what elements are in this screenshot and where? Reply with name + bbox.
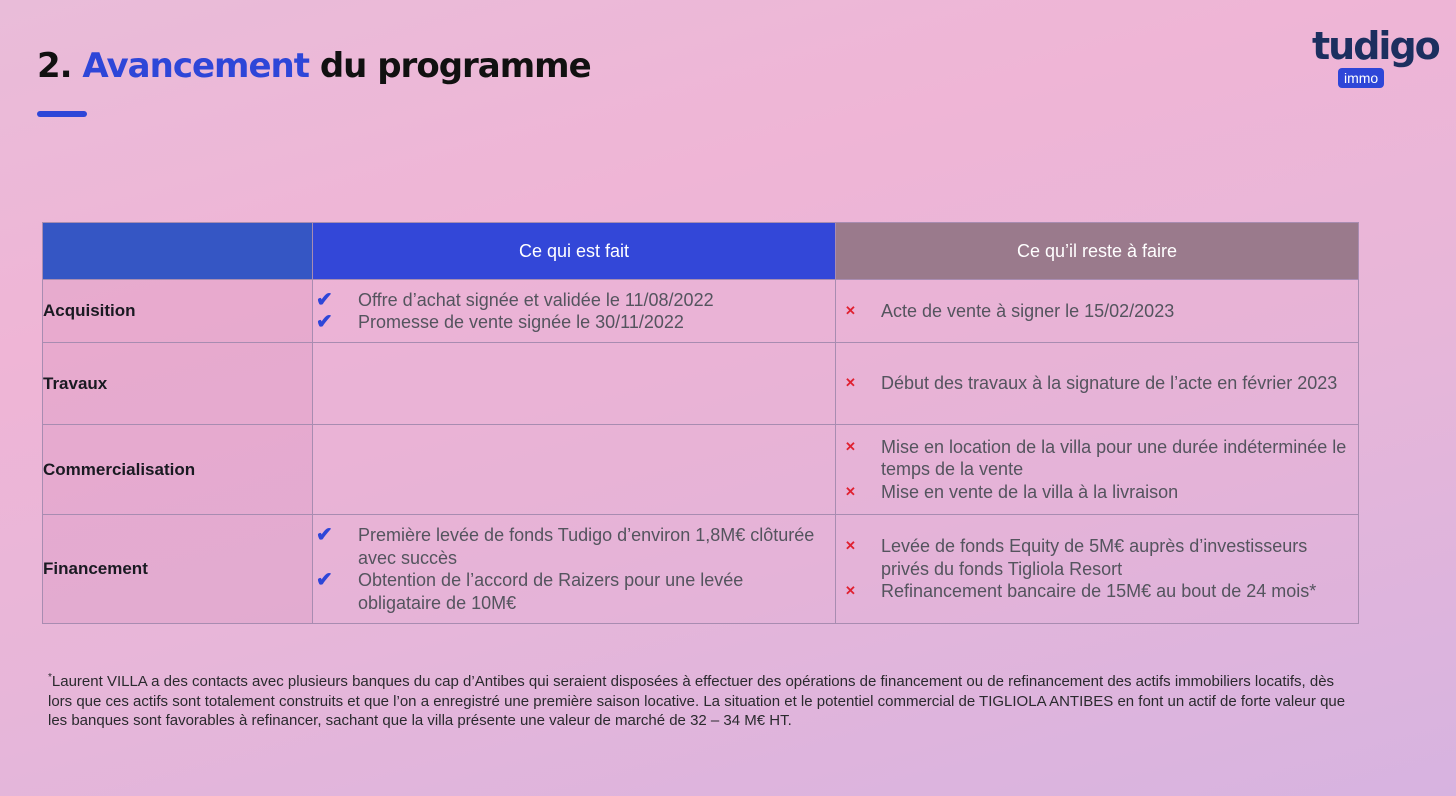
done-item-text: Promesse de vente signée le 30/11/2022 [358, 312, 684, 332]
table-header-row [43, 223, 1359, 280]
header-todo: Ce qu’il reste à faire [836, 223, 1359, 280]
tudigo-logo [1312, 24, 1437, 92]
done-item [313, 289, 835, 312]
check-icon: ✔ [316, 288, 333, 311]
done-item [313, 311, 835, 334]
check-icon: ✔ [316, 569, 333, 591]
todo-item-text: Mise en location de la villa pour une durée indéterminée le temps de la vente [881, 436, 1347, 480]
cross-icon: ✕ [845, 538, 856, 554]
logo-word: tudigo [1312, 24, 1439, 68]
row-label: Financement [43, 515, 313, 624]
todo-item [836, 300, 1358, 323]
footnote-text: Laurent VILLA a des contacts avec plusieurs banques du cap d’Antibes qui seraient disposées à effectuer des opérations de financement ou de refinancement des actifs immobiliers locatifs, dès lors que ces actifs sont totalement construits et que l’on a enregistré une première saison locative. La situation et le potentiel commercial de TIGLIOLA ANTIBES en font un actif de forte valeur que les banques sont favorables à refinancer, sachant que la villa présente une valeur de marché de 32 – 34 M€ HT. [48, 673, 1346, 729]
title-rest: du programme [319, 46, 591, 86]
progress-table [42, 222, 1359, 624]
cross-icon: ✕ [845, 302, 856, 318]
todo-cell [836, 343, 1359, 425]
cross-icon: ✕ [845, 438, 856, 454]
table-row [43, 280, 1359, 343]
todo-item [836, 481, 1358, 504]
cross-icon: ✕ [845, 483, 856, 499]
table-row [43, 425, 1359, 515]
row-label: Acquisition [43, 280, 313, 343]
done-item [313, 524, 835, 569]
title-number: 2. [37, 46, 72, 86]
todo-item-text: Mise en vente de la villa à la livraison [881, 481, 1179, 502]
title-underline [37, 111, 87, 117]
table-row [43, 343, 1359, 425]
title-accent: Avancement [82, 46, 309, 86]
done-item-text: Première levée de fonds Tudigo d’environ 1,8M€ clôturée avec succès [358, 525, 815, 568]
todo-item-text: Acte de vente à signer le 15/02/2023 [881, 300, 1175, 321]
todo-item [836, 580, 1358, 603]
check-icon: ✔ [316, 524, 333, 546]
todo-item-text: Levée de fonds Equity de 5M€ auprès d’investisseurs privés du fonds Tigliola Resort [881, 536, 1308, 579]
done-cell [313, 515, 836, 624]
page-title [37, 46, 591, 86]
done-item-text: Obtention de l’accord de Raizers pour une levée obligataire de 10M€ [358, 570, 744, 613]
todo-cell [836, 515, 1359, 624]
todo-cell [836, 280, 1359, 343]
row-label: Commercialisation [43, 425, 313, 515]
todo-item [836, 372, 1358, 395]
footnote [48, 668, 1348, 731]
cross-icon: ✕ [845, 583, 856, 599]
done-item [313, 569, 835, 614]
check-icon: ✔ [316, 311, 333, 333]
done-cell [313, 425, 836, 515]
footnote-marker: * [48, 672, 52, 683]
cross-icon: ✕ [845, 375, 856, 391]
todo-cell [836, 425, 1359, 515]
todo-item [836, 535, 1358, 580]
done-cell [313, 343, 836, 425]
row-label: Travaux [43, 343, 313, 425]
todo-item [836, 436, 1358, 481]
logo-badge: immo [1338, 68, 1384, 88]
todo-item-text: Refinancement bancaire de 15M€ au bout de 24 mois* [881, 581, 1317, 602]
header-corner [43, 223, 313, 280]
header-done: Ce qui est fait [313, 223, 836, 280]
done-item-text: Offre d’achat signée et validée le 11/08/2022 [358, 289, 714, 310]
todo-item-text: Début des travaux à la signature de l’acte en février 2023 [881, 373, 1338, 394]
done-cell [313, 280, 836, 343]
table-row [43, 515, 1359, 624]
